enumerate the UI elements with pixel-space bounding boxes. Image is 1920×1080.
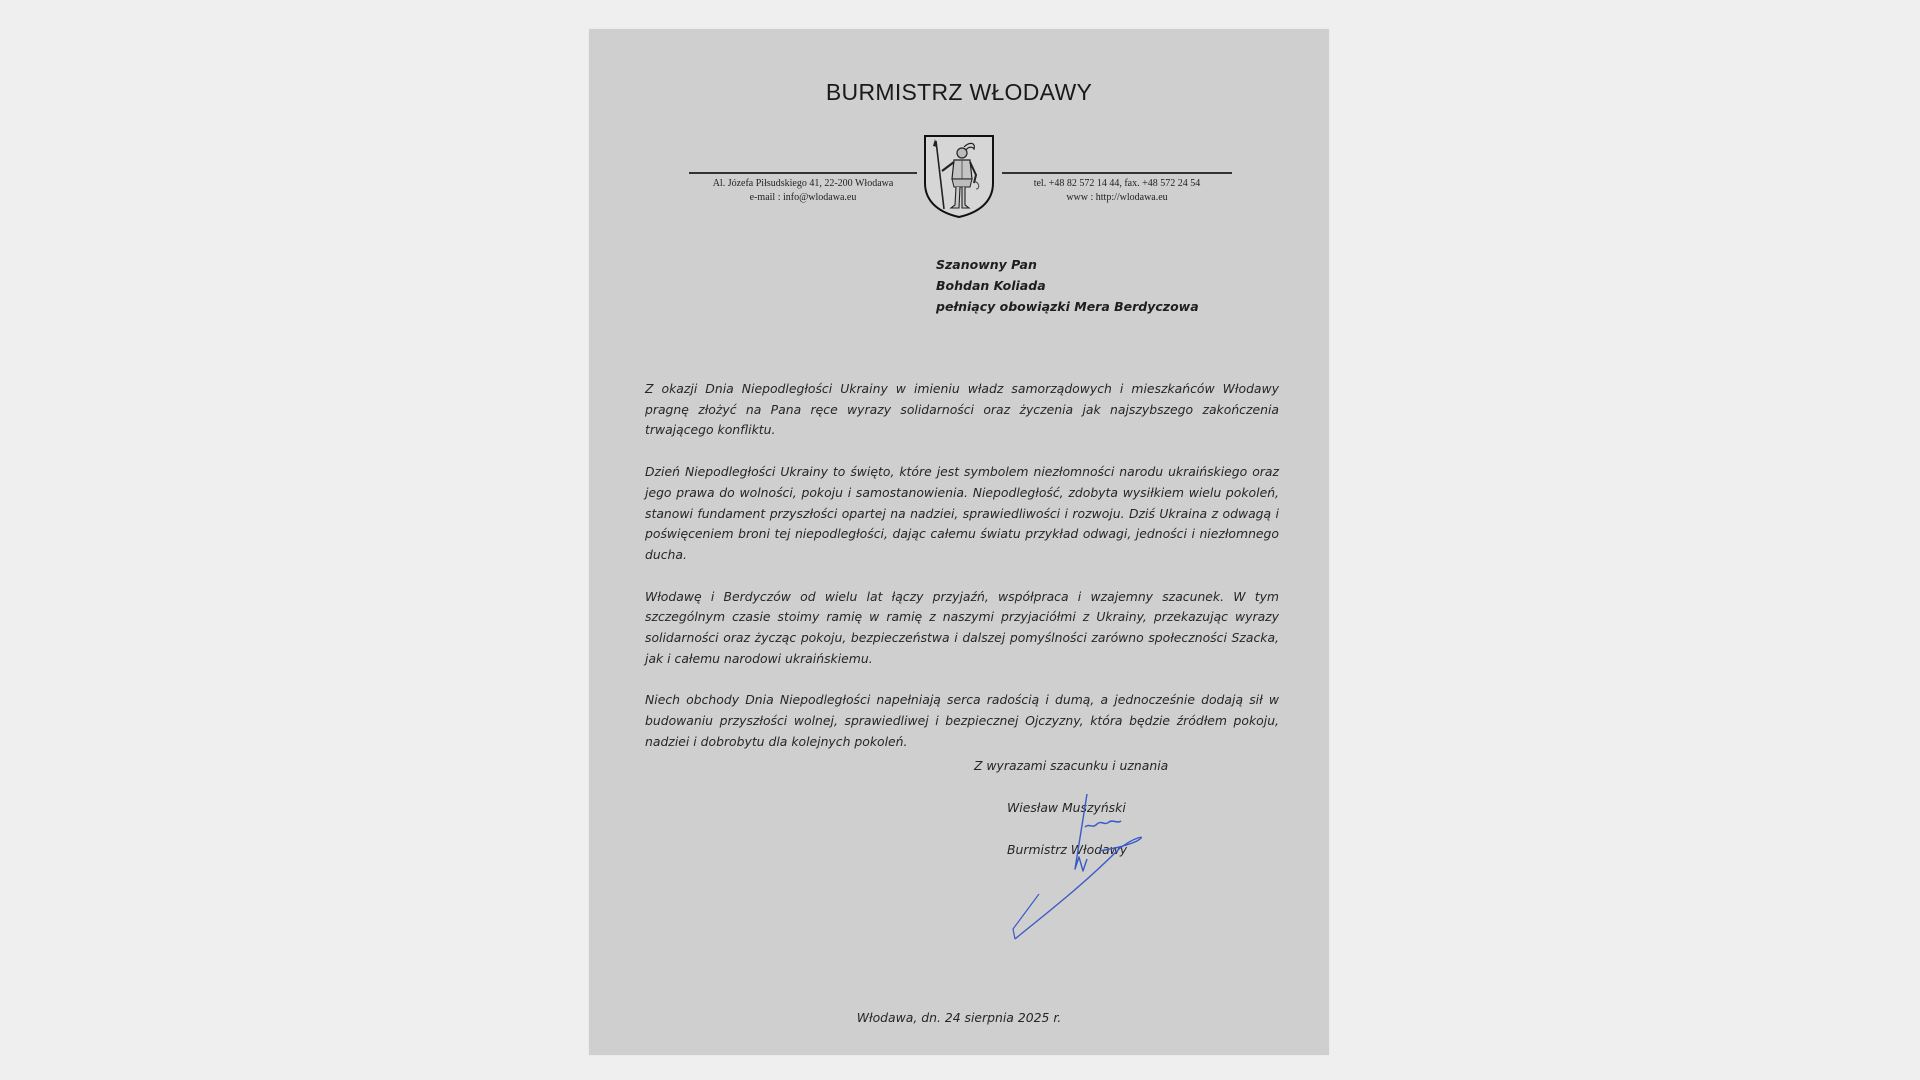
letterhead-contact-block: [1002, 177, 1232, 205]
letterhead-title: BURMISTRZ WŁODAWY: [825, 79, 1093, 105]
letterhead-rule-right: [1002, 172, 1232, 174]
letterhead-address-block: [689, 177, 917, 205]
address-line: Al. Józefa Piłsudskiego 41, 22-200 Włodawa: [712, 178, 894, 189]
coat-of-arms-knight-icon: [922, 133, 996, 219]
body-paragraph: Z okazji Dnia Niepodległości Ukrainy w imieniu władz samorządowych i mieszkańców Włodawy pragnę złożyć na Pana ręce wyrazy solidarności oraz życzenia jak najszybszego zakończenia trwającego konfliktu.: [645, 381, 1279, 438]
www-line: www : http://wlodawa.eu: [1066, 192, 1168, 203]
email-line: e-mail : info@wlodawa.eu: [749, 192, 857, 203]
body-paragraph: Dzień Niepodległości Ukrainy to święto, które jest symbolem niezłomności narodu ukraińskiego oraz jego prawa do wolności, pokoju i samostanowienia. Niepodległość, zdobyta wysiłkiem wielu pokoleń, stanowi fundament przyszłości opartej na nadziei, sprawiedliwości i rozwoju. Dziś Ukraina z odwagą i poświęceniem broni tej niepodległości, dając całemu światu przykład odwagi, jedności i niezłomnego ducha.: [645, 464, 1279, 562]
letter-page: [589, 29, 1329, 1055]
dateline: Włodawa, dn. 24 sierpnia 2025 r.: [856, 1010, 1062, 1025]
body-paragraph: Włodawę i Berdyczów od wielu lat łączy przyjaźń, współpraca i wzajemny szacunek. W tym szczególnym czasie stoimy ramię w ramię z naszymi przyjaciółmi z Ukrainy, przekazując wyrazy solidarności oraz życząc pokoju, bezpieczeństwa i dalszej pomyślności zarówno społeczności Szacka, jak i całemu narodowi ukraińskiemu.: [645, 588, 1279, 666]
signer-role: Burmistrz Włodawy: [1007, 842, 1128, 857]
signer-name: Wiesław Muszyński: [1007, 800, 1126, 815]
addressee-name: Bohdan Koliada: [936, 278, 1046, 293]
addressee-position: pełniący obowiązki Mera Berdyczowa: [936, 299, 1199, 314]
letterhead-rule-left: [689, 172, 917, 174]
addressee-salutation: Szanowny Pan: [936, 257, 1037, 272]
addressee-block: [936, 254, 1199, 317]
phone-line: tel. +48 82 572 14 44, fax. +48 572 24 54: [1033, 178, 1201, 189]
body-paragraph: Niech obchody Dnia Niepodległości napełniają serca radością i dumą, a jednocześnie dodają sił w budowaniu przyszłości wolnej, sprawiedliwej i bezpiecznej Ojczyzny, która będzie źródłem pokoju, nadziei i dobrobytu dla kolejnych pokoleń.: [645, 692, 1279, 749]
closing-greeting: Z wyrazami szacunku i uznania: [974, 758, 1169, 773]
letter-body: [645, 379, 1279, 774]
